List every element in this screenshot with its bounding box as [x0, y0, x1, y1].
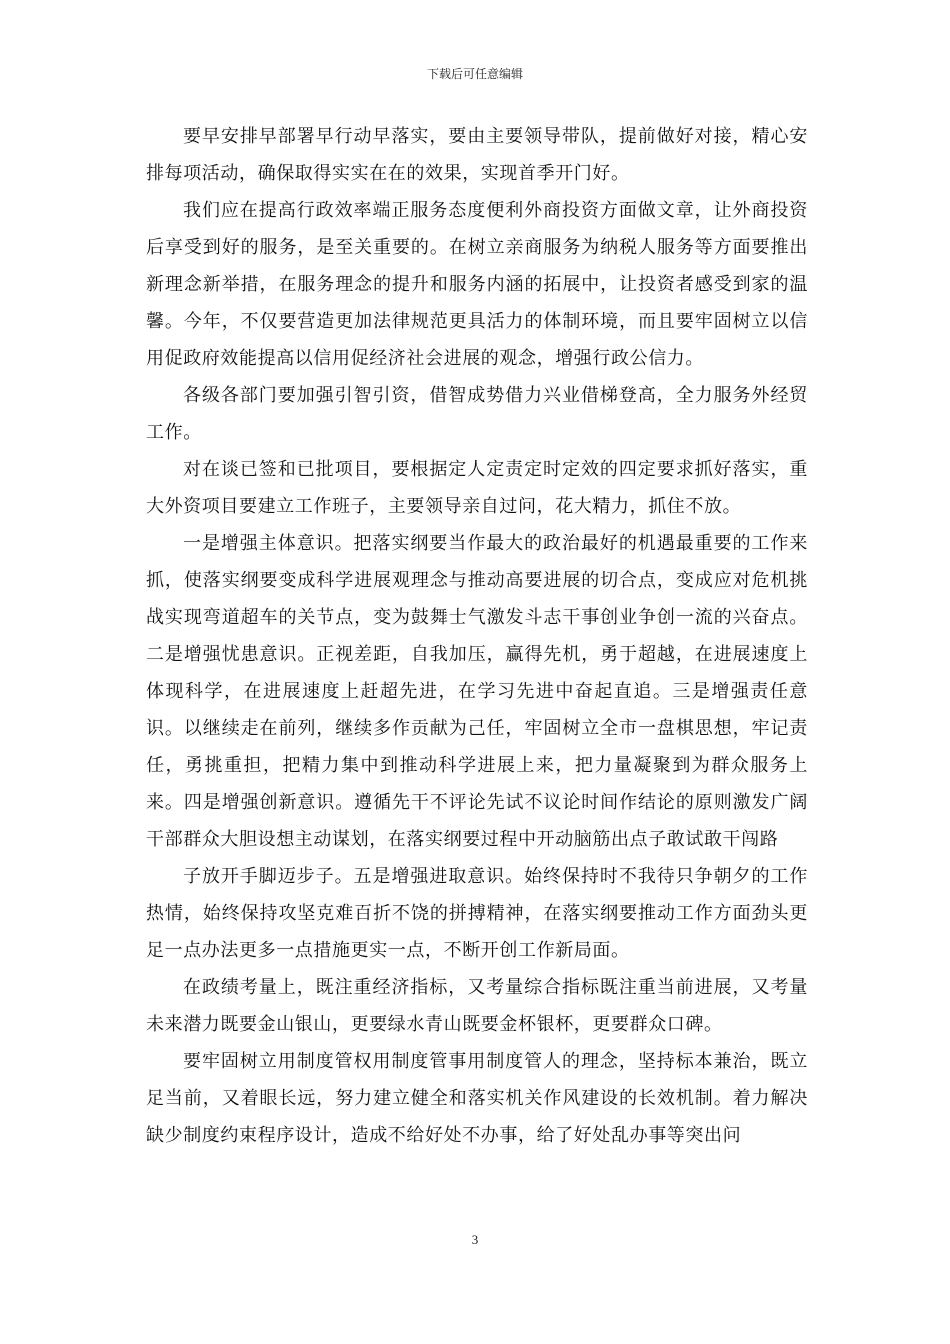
- document-body: [146, 118, 808, 1154]
- page-number: 3: [471, 1232, 479, 1247]
- paragraph: 我们应在提高行政效率端正服务态度便利外商投资方面做文章，让外商投资后享受到好的服务，是至关重要的。在树立亲商服务为纳税人服务等方面要推出新理念新举措，在服务理念的提升和服务内涵的拓展中，让投资者感受到家的温馨。今年，不仅要营造更加法律规范更具活力的体制环境，而且要牢固树立以信用促政府效能提高以信用促经济社会进展的观念，增强行政公信力。: [146, 200, 808, 369]
- page-header: 下载后可任意编辑: [426, 67, 523, 81]
- paragraph: 在政绩考量上，既注重经济指标，又考量综合指标既注重当前进展，又考量未来潜力既要金山银山，更要绿水青山既要金杯银杯，更要群众口碑。: [146, 977, 808, 1035]
- paragraph: 对在谈已签和已批项目，要根据定人定责定时定效的四定要求抓好落实，重大外资项目要建立工作班子，主要领导亲自过问，花大精力，抓住不放。: [146, 459, 808, 517]
- paragraph: 一是增强主体意识。把落实纲要当作最大的政治最好的机遇最重要的工作来抓，使落实纲要变成科学进展观理念与推动高要进展的切合点，变成应对危机挑战实现弯道超车的关节点，变为鼓舞士气激发斗志干事创业争创一流的兴奋点。二是增强忧患意识。正视差距，自我加压，赢得先机，勇于超越，在进展速度上体现科学，在进展速度上赶超先进，在学习先进中奋起直追。三是增强责任意识。以继续走在前列，继续多作贡献为己任，牢固树立全市一盘棋思想，牢记责任，勇挑重担，把精力集中到推动科学进展上来，把力量凝聚到为群众服务上来。四是增强创新意识。遵循先干不评论先试不议论时间作结论的原则激发广阔干部群众大胆设想主动谋划，在落实纲要过程中开动脑筋出点子敢试敢干闯路: [146, 533, 808, 850]
- paragraph: 要早安排早部署早行动早落实，要由主要领导带队，提前做好对接，精心安排每项活动，确保取得实实在在的效果，实现首季开门好。: [146, 126, 808, 184]
- paragraph: 子放开手脚迈步子。五是增强进取意识。始终保持时不我待只争朝夕的工作热情，始终保持攻坚克难百折不饶的拼搏精神，在落实纲要推动工作方面劲头更足一点办法更多一点措施更实一点，不断开创工作新局面。: [146, 866, 808, 961]
- paragraph: 各级各部门要加强引智引资，借智成势借力兴业借梯登高，全力服务外经贸工作。: [146, 385, 808, 443]
- paragraph: 要牢固树立用制度管权用制度管事用制度管人的理念，坚持标本兼治，既立足当前，又着眼长远，努力建立健全和落实机关作风建设的长效机制。着力解决缺少制度约束程序设计，造成不给好处不办事，给了好处乱办事等突出问: [146, 1051, 808, 1146]
